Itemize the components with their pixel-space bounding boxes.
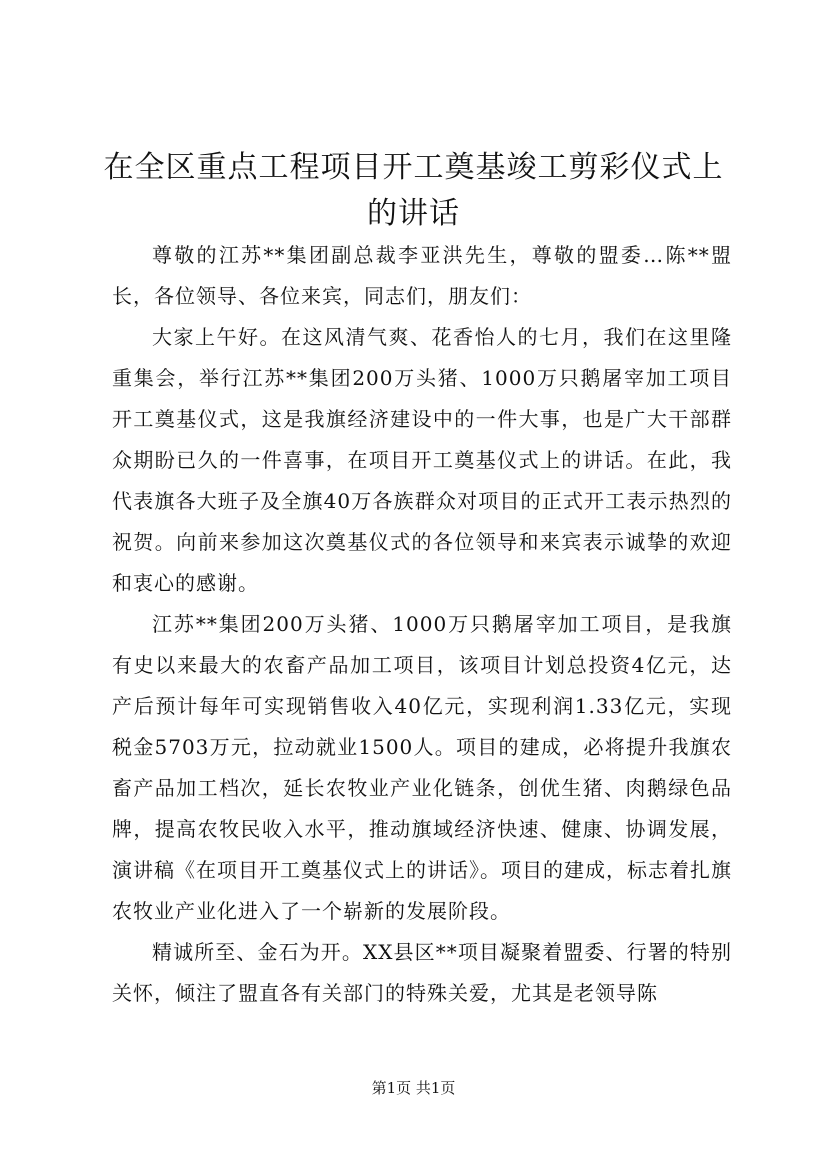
title-line-2: 的讲话 <box>367 196 460 231</box>
document-title <box>100 145 727 237</box>
document-body <box>112 235 732 1014</box>
paragraph-salutation: 尊敬的江苏**集团副总裁李亚洪先生，尊敬的盟委…陈**盟长，各位领导、各位来宾，同志们，朋友们： <box>112 243 732 308</box>
paragraph-greeting: 大家上午好。在这风清气爽、花香怡人的七月，我们在这里隆重集会，举行江苏**集团200万头猪、1000万只鹅屠宰加工项目开工奠基仪式，这是我旗经济建设中的一件大事，也是广大干部群众期盼已久的一件喜事，在项目开工奠基仪式上的讲话。在此，我代表旗各大班子及全旗40万各族群众对项目的正式开工表示热烈的祝贺。向前来参加这次奠基仪式的各位领导和来宾表示诚挚的欢迎和衷心的感谢。 <box>112 325 732 595</box>
title-line-1: 在全区重点工程项目开工奠基竣工剪彩仪式上 <box>103 150 724 185</box>
paragraph-acknowledgement: 精诚所至、金石为开。XX县区**项目凝聚着盟委、行署的特别关怀，倾注了盟直各有关部门的特殊关爱，尤其是老领导陈 <box>112 940 732 1005</box>
paragraph-project-overview: 江苏**集团200万头猪、1000万只鹅屠宰加工项目，是我旗有史以来最大的农畜产品加工项目，该项目计划总投资4亿元，达产后预计每年可实现销售收入40亿元，实现利润1.33亿元，实现税金5703万元，拉动就业1500人。项目的建成，必将提升我旗农畜产品加工档次，延长农牧业产业化链条，创优生猪、肉鹅绿色品牌，提高农牧民收入水平，推动旗域经济快速、健康、协调发展，演讲稿《在项目开工奠基仪式上的讲话》。项目的建成，标志着扎旗农牧业产业化进入了一个崭新的发展阶段。 <box>112 612 732 923</box>
page-footer: 第1页 共1页 <box>371 1079 456 1097</box>
